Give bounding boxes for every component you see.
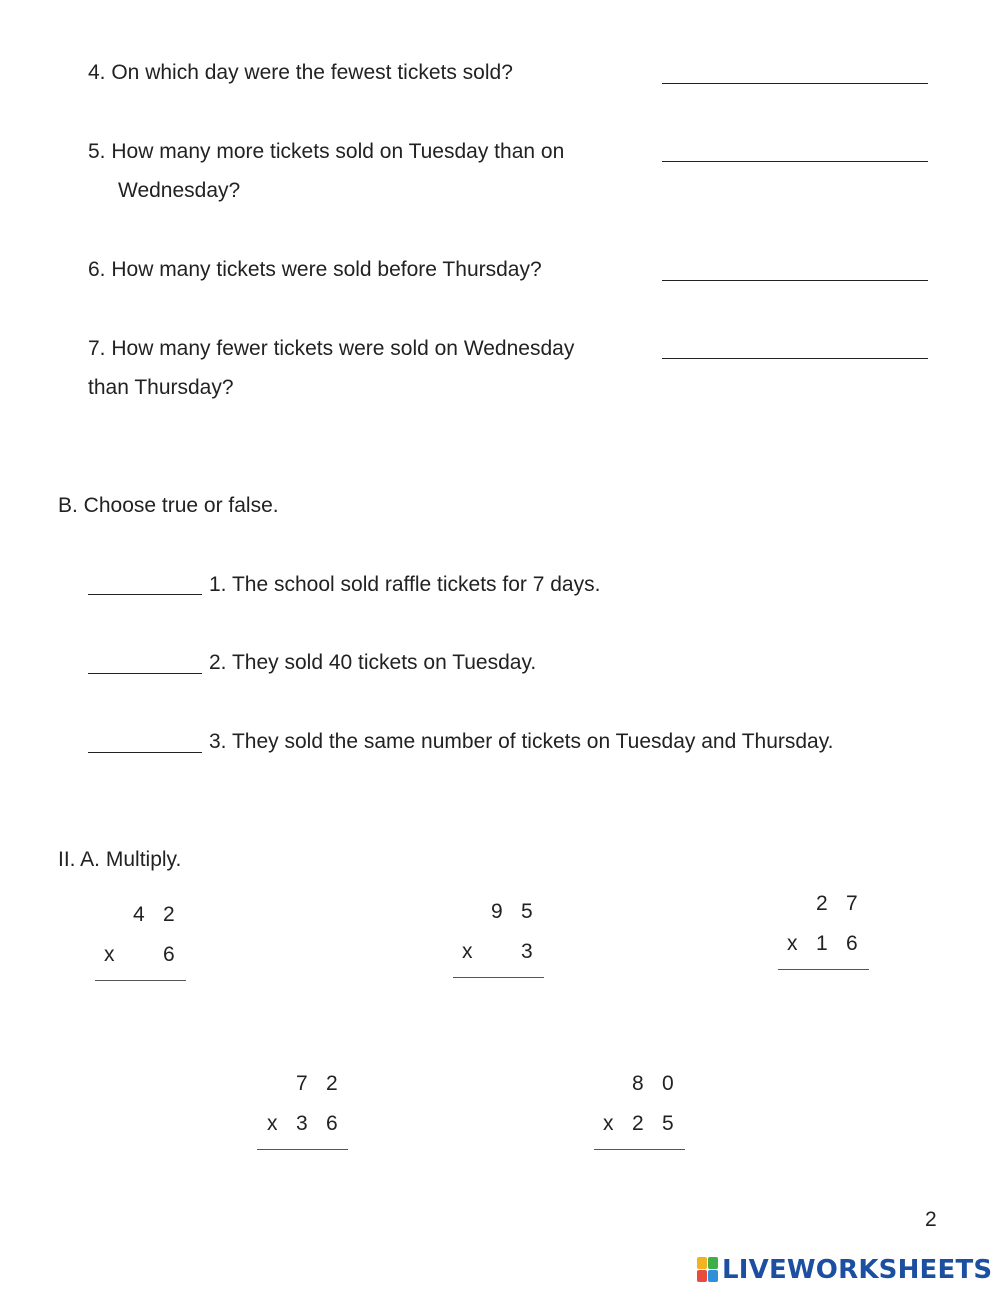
top-digit: 2 <box>326 1072 338 1095</box>
question-7-text: 7. How many fewer tickets were sold on Wednesday <box>88 337 575 360</box>
answer-rule <box>453 977 544 978</box>
top-digit: 4 <box>133 903 145 926</box>
bottom-digit: 6 <box>846 932 858 955</box>
answer-input-7[interactable] <box>662 333 928 359</box>
answer-rule <box>594 1149 685 1150</box>
answer-input-4[interactable] <box>662 58 928 84</box>
liveworksheets-logo[interactable] <box>697 1255 992 1285</box>
section-b-heading: B. Choose true or false. <box>58 494 279 517</box>
tf-statement-2: 2. They sold 40 tickets on Tuesday. <box>209 651 537 674</box>
bottom-digit: 5 <box>662 1112 674 1135</box>
question-4-text: 4. On which day were the fewest tickets sold? <box>88 61 513 84</box>
bottom-digit: 3 <box>296 1112 308 1135</box>
bottom-digit: 2 <box>632 1112 644 1135</box>
answer-rule <box>778 969 869 970</box>
bottom-digit: 6 <box>326 1112 338 1135</box>
top-digit: 5 <box>521 900 533 923</box>
tf-statement-3: 3. They sold the same number of tickets on Tuesday and Thursday. <box>209 730 834 753</box>
tf-input-3[interactable] <box>88 727 202 753</box>
multiply-heading: II. A. Multiply. <box>58 848 182 871</box>
tf-input-1[interactable] <box>88 569 202 595</box>
liveworksheets-logo-text: LIVEWORKSHEETS <box>722 1255 993 1285</box>
question-5-continuation: Wednesday? <box>118 179 241 202</box>
top-digit: 2 <box>163 903 175 926</box>
times-sign: x <box>787 932 798 955</box>
times-sign: x <box>603 1112 614 1135</box>
question-6-text: 6. How many tickets were sold before Thursday? <box>88 258 542 281</box>
top-digit: 8 <box>632 1072 644 1095</box>
tf-statement-1: 1. The school sold raffle tickets for 7 days. <box>209 573 601 596</box>
question-7-continuation: than Thursday? <box>88 376 234 399</box>
top-digit: 0 <box>662 1072 674 1095</box>
question-5-text: 5. How many more tickets sold on Tuesday than on <box>88 140 565 163</box>
tf-input-2[interactable] <box>88 648 202 674</box>
top-digit: 2 <box>816 892 828 915</box>
answer-input-6[interactable] <box>662 255 928 281</box>
liveworksheets-logo-icon <box>697 1257 719 1283</box>
top-digit: 7 <box>296 1072 308 1095</box>
answer-rule <box>257 1149 348 1150</box>
answer-input-5[interactable] <box>662 136 928 162</box>
times-sign: x <box>104 943 115 966</box>
top-digit: 9 <box>491 900 503 923</box>
times-sign: x <box>267 1112 278 1135</box>
page-number: 2 <box>925 1208 937 1231</box>
answer-rule <box>95 980 186 981</box>
times-sign: x <box>462 940 473 963</box>
bottom-digit: 1 <box>816 932 828 955</box>
bottom-digit: 6 <box>163 943 175 966</box>
top-digit: 7 <box>846 892 858 915</box>
bottom-digit: 3 <box>521 940 533 963</box>
